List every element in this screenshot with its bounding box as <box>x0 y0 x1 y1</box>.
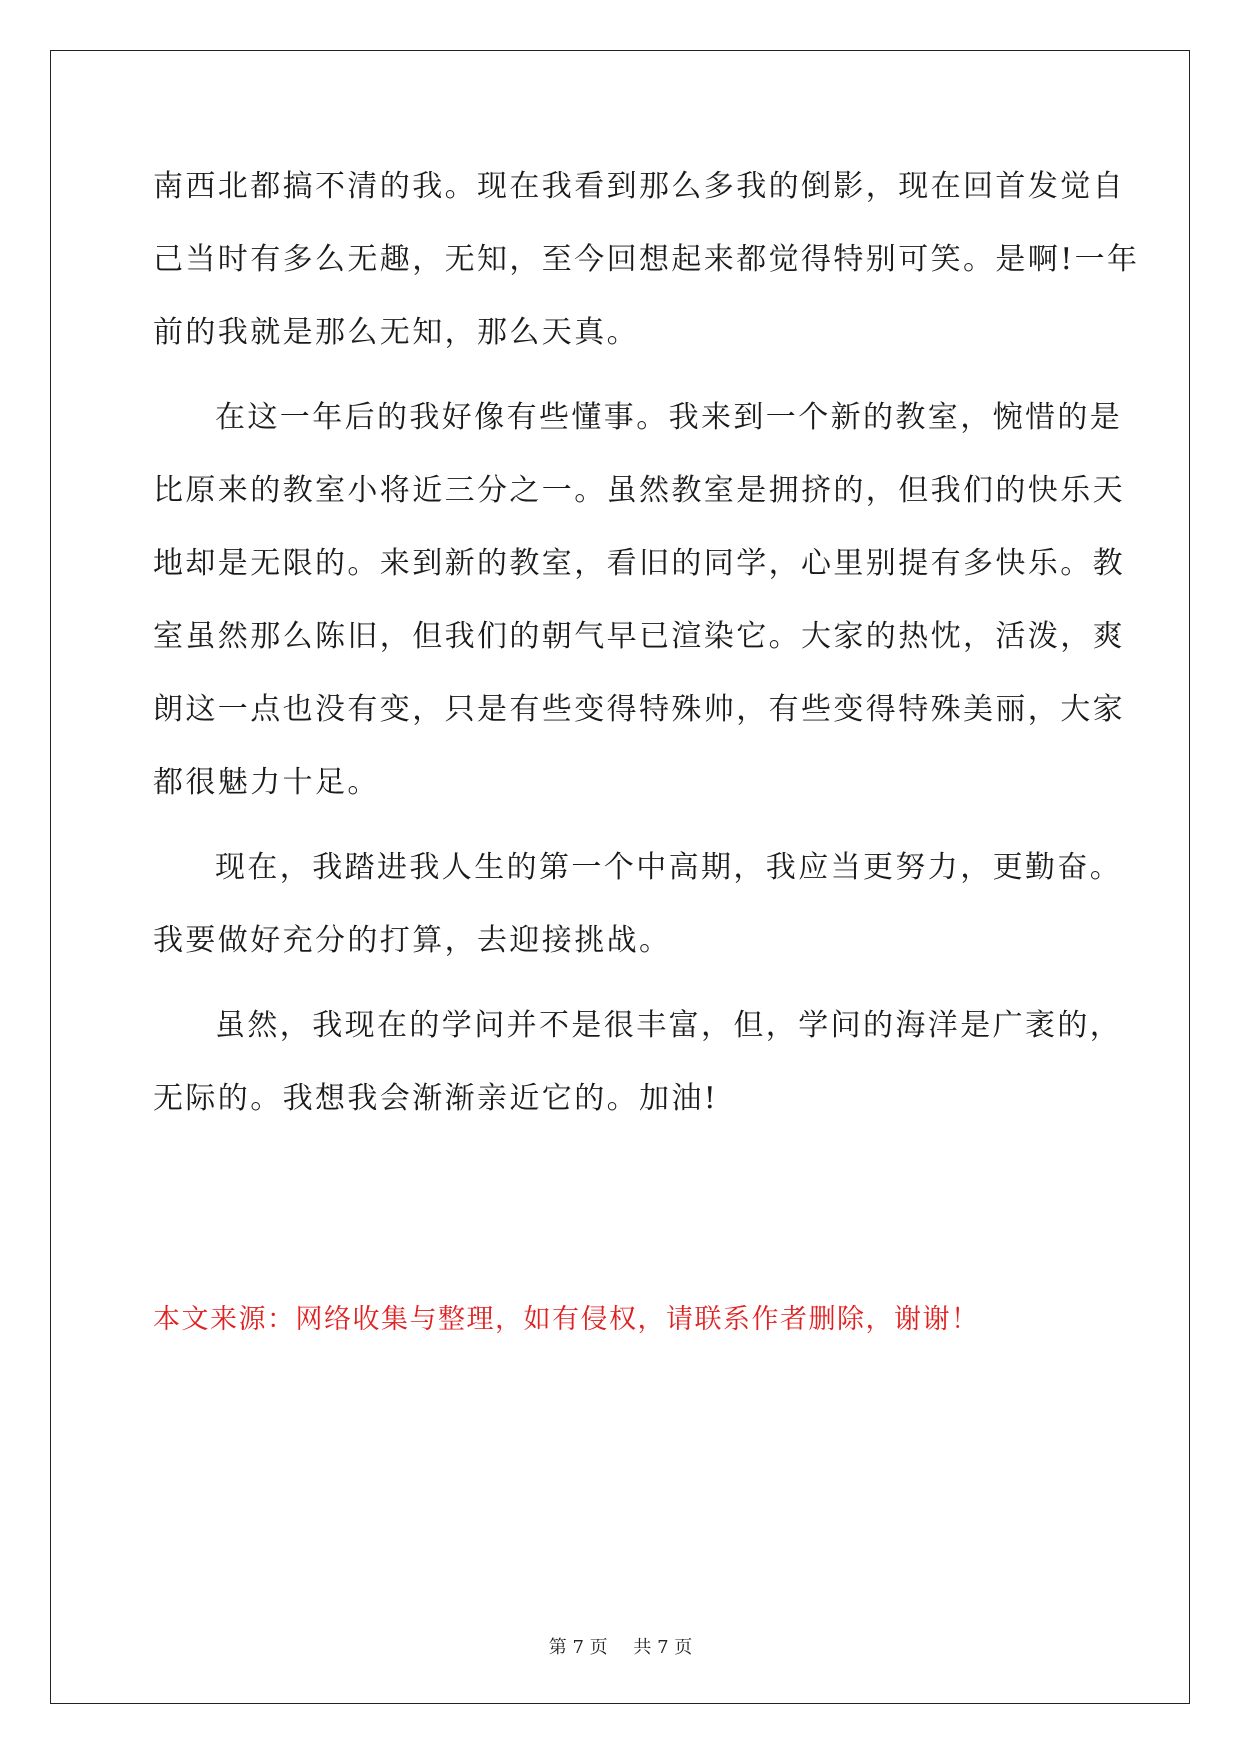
text-line-6: 地却是无限的。来到新的教室，看旧的同学，心里别提有多快乐。教 <box>153 546 1125 581</box>
text-line-3: 前的我就是那么无知，那么天真。 <box>153 315 639 350</box>
text-line-8: 朗这一点也没有变，只是有些变得特殊帅，有些变得特殊美丽，大家 <box>153 692 1125 727</box>
text-line-9: 都很魅力十足。 <box>153 765 380 800</box>
text-line-10: 现在，我踏进我人生的第一个中高期，我应当更努力，更勤奋。 <box>215 850 1123 885</box>
page-footer <box>0 1637 1241 1659</box>
source-note: 本文来源：网络收集与整理，如有侵权，请联系作者删除，谢谢！ <box>153 1304 980 1335</box>
text-line-12: 虽然，我现在的学问并不是很丰富，但，学问的海洋是广袤的， <box>215 1008 1123 1043</box>
text-line-5: 比原来的教室小将近三分之一。虽然教室是拥挤的，但我们的快乐天 <box>153 473 1125 508</box>
page-number-current: 第 7 页 <box>548 1637 608 1658</box>
page-number-total: 共 7 页 <box>633 1637 693 1658</box>
text-line-1: 南西北都搞不清的我。现在我看到那么多我的倒影，现在回首发觉自 <box>153 169 1125 204</box>
text-line-11: 我要做好充分的打算，去迎接挑战。 <box>153 923 672 958</box>
text-line-13: 无际的。我想我会渐渐亲近它的。加油! <box>153 1081 719 1116</box>
text-line-7: 室虽然那么陈旧，但我们的朝气早已渲染它。大家的热忱，活泼，爽 <box>153 619 1125 654</box>
text-line-4: 在这一年后的我好像有些懂事。我来到一个新的教室，惋惜的是 <box>215 400 1123 435</box>
text-line-2: 己当时有多么无趣，无知，至今回想起来都觉得特别可笑。是啊!一年 <box>153 242 1140 277</box>
